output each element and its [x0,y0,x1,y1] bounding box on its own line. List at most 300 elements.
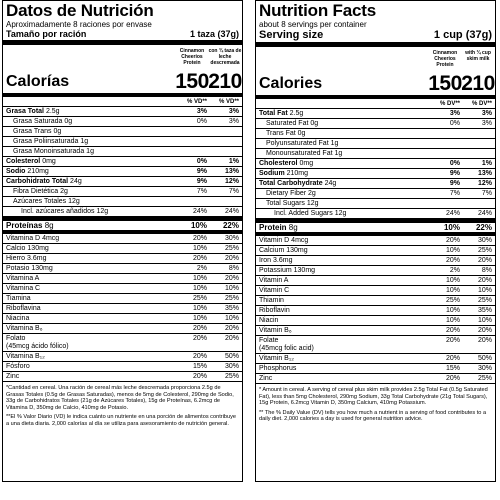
daily-value-header [256,99,495,109]
daily-value-cereal: 20% [192,335,207,342]
nutrient-row [3,207,242,217]
daily-value-cereal: 3% [196,108,207,115]
column-cereal [429,47,461,95]
nutrient-amount: 0mg [299,160,314,167]
daily-value-cereal: 10% [445,287,460,294]
nutrient-name: Calcium [259,247,285,254]
nutrient-name: Zinc [259,375,273,382]
nutrient-row [3,274,242,284]
nutrient-name: Tiamina [6,295,31,302]
nutrient-label [256,149,431,158]
nutrient-row [3,314,242,324]
nutrient-amount: 130mg [286,247,308,254]
nutrient-row [3,244,242,254]
daily-value-with-milk: 3% [481,120,492,127]
daily-value-cereal: 25% [192,295,207,302]
nutrient-label [256,296,431,305]
daily-value-with-milk: 20% [224,335,239,342]
nutrient-label [3,157,178,166]
nutrient-name: Vitamin C [259,287,290,294]
daily-value-cereal: 15% [445,365,460,372]
nutrition-panel-english [255,0,496,482]
nutrient-row [3,157,242,167]
nutrient-label [3,362,178,371]
daily-value-cereal: 20% [445,355,460,362]
nutrient-amount: 0g [53,128,62,135]
nutrient-label [256,109,431,118]
nutrient-name: Grasa Monoinsaturada [13,148,85,155]
daily-value-cereal: 15% [192,363,207,370]
nutrient-name: Saturated Fat [266,120,309,127]
nutrient-label [256,189,431,198]
nutrient-name: Vitamin B₁₂ [259,355,294,362]
nutrient-row [3,147,242,157]
footnote-amount: * Amount in cereal. A serving of cereal plus skim milk provides 2.5g Total Fat (0.5g Saturated Fat), less than 5mg Cholesterol, 290mg Sodium, 33g Total Carbohydrate (21g Total Sugars), 15g Protein, 6.2mcg Vitamin D, 350mg Calcium, 410mg Potassium. [259,387,488,407]
daily-value-with-milk: 20% [224,325,239,332]
daily-value-header-milk: % VD** [218,99,239,105]
daily-value-cereal: 20% [445,257,460,264]
daily-value-cereal: 20% [192,235,207,242]
nutrient-label [256,266,431,275]
daily-value-cereal: 10% [445,317,460,324]
daily-value-cereal: 20% [445,237,460,244]
nutrient-name: Iron [259,257,272,264]
nutrient-name: Vitamin D [259,237,290,244]
nutrient-row [3,137,242,147]
nutrient-amount: 12g [96,208,109,215]
daily-value-with-milk: 3% [228,108,239,115]
nutrition-panel-spanish [2,0,243,482]
nutrient-label [256,316,431,325]
daily-value-cereal: 20% [445,327,460,334]
nutrient-name: Carbohidrato Total [6,178,69,185]
nutrient-label [256,354,431,363]
nutrient-label [256,169,431,178]
daily-value-cereal: 0% [196,118,207,125]
daily-value-cereal: 24% [192,208,207,215]
nutrient-row [256,286,495,296]
nutrient-name: Vitamina B₆ [6,325,43,332]
nutrient-name: Azúcares Totales [13,198,67,205]
nutrient-name: Niacin [259,317,279,324]
nutrient-row [256,169,495,179]
daily-value-cereal: 10% [192,245,207,252]
nutrient-row [256,374,495,384]
nutrient-label [3,137,178,146]
nutrient-row [3,177,242,187]
nutrient-row [256,159,495,169]
footnotes [256,384,495,423]
daily-value-with-milk: 50% [224,353,239,360]
nutrient-amount: 12g [68,198,80,205]
calories-header [3,45,242,97]
nutrient-row [256,189,495,199]
nutrient-label [256,364,431,373]
daily-value-cereal: 10% [443,223,460,232]
nutrient-amount: 2.5g [45,108,60,115]
nutrient-label [3,221,178,230]
panel-title: Datos de Nutrición [6,1,154,20]
daily-value-cereal: 10% [192,275,207,282]
nutrient-name: Vitamin A [259,277,289,284]
daily-value-cereal: 10% [192,285,207,292]
nutrient-row [256,316,495,326]
daily-value-cereal: 2% [196,265,207,272]
daily-value-with-milk: 12% [224,178,239,185]
nutrient-name: Incl. Added Sugars [274,210,333,217]
nutrient-label [256,336,431,353]
daily-value-with-milk: 22% [475,223,492,232]
daily-value-with-milk: 22% [222,221,239,230]
nutrient-label [256,119,431,128]
nutrient-name: Niacina [6,315,30,322]
calories-cereal: 150 [175,70,209,93]
daily-value-cereal: 20% [192,325,207,332]
daily-value-with-milk: 13% [477,170,492,177]
nutrient-name: Calcio [6,245,26,252]
nutrient-name: Sodio [6,168,26,175]
daily-value-with-milk: 20% [477,327,492,334]
calories-cereal: 150 [428,72,462,95]
nutrient-label [3,197,178,206]
daily-value-with-milk: 25% [477,375,492,382]
nutrient-amount: 2.5g [289,110,304,117]
nutrient-amount: (45mcg folic acid) [259,345,314,352]
column-cereal [176,45,208,93]
nutrient-label [3,167,178,176]
nutrient-name: Folato [6,335,26,342]
nutrient-amount: 1g [86,148,94,155]
nutrient-amount: 12g [306,200,319,207]
daily-value-with-milk: 12% [477,180,492,187]
daily-value-cereal: 3% [449,110,460,117]
nutrient-row [3,372,242,382]
daily-value-cereal: 0% [449,120,460,127]
nutrient-row [256,199,495,209]
nutrient-row [256,256,495,266]
nutrient-name: Grasa Saturada [13,118,63,125]
servings-per-container: Aproximadamente 8 raciones por envase [6,20,152,29]
nutrient-amount: 8g [288,223,298,232]
nutrient-row [256,354,495,364]
daily-value-cereal: 10% [445,277,460,284]
daily-value-with-milk: 1% [228,158,239,165]
nutrient-name: Vitamina C [6,285,41,292]
nutrient-amount: 24g [70,178,82,185]
nutrient-row [3,294,242,304]
footnote-daily-value: **El % Valor Diario (VD) le indica cuánto un nutriente en una porción de alimentos contribuye a una dieta diaria. 2,000 calorías al día se utiliza para asesoramiento de nutrición general. [6,414,236,427]
daily-value-with-milk: 10% [224,315,239,322]
nutrient-row [3,127,242,137]
nutrient-row [256,179,495,189]
daily-value-cereal: 20% [192,373,207,380]
nutrient-rows [3,107,242,382]
serving-size-value: 1 taza (37g) [189,29,239,39]
daily-value-with-milk: 20% [477,277,492,284]
nutrient-amount: 4mcg [291,237,309,244]
nutrient-label [3,334,178,351]
nutrient-amount: 12g [334,210,347,217]
nutrient-label [3,274,178,283]
nutrient-label [256,286,431,295]
daily-value-cereal: 10% [192,315,207,322]
nutrient-label [256,159,431,168]
nutrient-label [3,294,178,303]
column-with-milk [208,45,242,93]
daily-value-with-milk: 20% [224,255,239,262]
nutrient-amount: 210mg [286,170,309,177]
nutrient-row [3,187,242,197]
nutrient-name: Trans Fat [266,130,296,137]
daily-value-cereal: 10% [190,221,207,230]
daily-value-with-milk: 30% [224,235,239,242]
nutrient-amount: 130mg [27,245,49,252]
nutrient-row [3,304,242,314]
calories-label: Calorías [6,73,70,90]
serving-size-label: Tamaño por ración [6,29,87,39]
daily-value-with-milk: 20% [224,275,239,282]
nutrient-label [256,326,431,335]
nutrient-amount: 8g [44,221,54,230]
nutrient-amount: 3.6mg [27,255,47,262]
daily-value-with-milk: 20% [477,257,492,264]
nutrient-row [3,352,242,362]
nutrient-row [256,246,495,256]
daily-value-with-milk: 35% [477,307,492,314]
serving-size [3,29,242,45]
nutrient-name: Riboflavin [259,307,290,314]
nutrient-label [256,199,431,208]
nutrient-label [3,254,178,263]
daily-value-with-milk: 25% [224,295,239,302]
nutrient-label [3,117,178,126]
nutrient-label [3,127,178,136]
nutrient-row [3,334,242,352]
daily-value-cereal: 20% [445,375,460,382]
daily-value-cereal: 7% [196,188,207,195]
nutrient-label [256,129,431,138]
daily-value-with-milk: 7% [228,188,239,195]
nutrient-row [256,364,495,374]
daily-value-cereal: 10% [445,307,460,314]
nutrient-row [256,276,495,286]
nutrient-name: Vitamina B₁₂ [6,353,45,360]
nutrient-amount: 0g [64,118,73,125]
nutrient-name: Cholesterol [259,160,298,167]
daily-value-with-milk: 30% [477,237,492,244]
nutrient-name: Colesterol [6,158,41,165]
nutrient-row [256,109,495,119]
nutrient-label [3,147,178,156]
nutrient-name: Proteínas [6,221,43,230]
nutrient-row [3,362,242,372]
nutrient-name: Grasa Total [6,108,44,115]
nutrient-row [3,197,242,207]
daily-value-with-milk: 30% [477,365,492,372]
nutrient-label [3,187,178,196]
nutrient-name: Potassium [259,267,292,274]
nutrient-label [256,306,431,315]
nutrient-name: Incl. azúcares añadidos [21,208,95,215]
nutrient-name: Dietary Fiber [266,190,307,197]
nutrient-row [3,117,242,127]
footnote-daily-value: ** The % Daily Value (DV) tells you how much a nutrient in a serving of food contributes to a daily diet. 2,000 calories a day is used for general nutrition advice. [259,409,487,423]
nutrient-label [256,236,431,245]
serving-size-value: 1 cup (37g) [433,29,492,41]
nutrient-name: Fósforo [6,363,30,370]
daily-value-with-milk: 10% [477,287,492,294]
daily-value-cereal: 20% [192,353,207,360]
daily-value-cereal: 20% [445,337,460,344]
serving-size [256,29,495,47]
daily-value-cereal: 9% [449,170,460,177]
nutrient-row [3,264,242,274]
daily-value-with-milk: 1% [481,160,492,167]
nutrient-amount: 130mg [293,267,316,274]
daily-value-with-milk: 13% [224,168,239,175]
daily-value-header [3,97,242,107]
column-with-milk-header: with ¾ cup skim milk [465,50,491,62]
nutrient-row [256,326,495,336]
nutrient-label [3,324,178,333]
nutrient-row [3,107,242,117]
nutrient-amount: 3.6mg [273,257,293,264]
nutrient-name: Vitamina D [6,235,41,242]
column-cereal-header: Cinnamon Cheerios Protein [179,48,205,66]
nutrient-amount: 1g [330,140,339,147]
daily-value-cereal: 9% [196,178,207,185]
daily-value-cereal: 25% [445,297,460,304]
nutrient-amount: 4mcg [42,235,60,242]
nutrient-row [3,284,242,294]
nutrient-name: Protein [259,223,287,232]
nutrient-amount: (45mcg ácido fólico) [6,343,69,350]
daily-value-with-milk: 10% [224,285,239,292]
calories-with-milk: 210 [461,72,495,95]
nutrient-label [256,374,431,383]
nutrient-amount: 24g [324,180,337,187]
daily-value-with-milk: 35% [224,305,239,312]
footnote-amount: *Cantidad en cereal. Una ración de cereal más leche descremada proporciona 2.5g de Grasas Totales (0.5g de Grasas Saturadas), menos de 5mg de Colesterol, 290mg de Sodio, 33g de Carbohidratos Totales (21g de Azúcares Totales), 15g de Proteínas, 6.2mcg de Vitamina D, 350mg de Calcio, 410mg de Potasio. [6,385,234,411]
nutrient-name: Vitamin B₆ [259,327,292,334]
nutrient-label [256,223,431,232]
daily-value-with-milk: 24% [477,210,492,217]
footnotes [3,382,242,428]
nutrient-label [3,314,178,323]
nutrient-amount: 210mg [27,168,49,175]
nutrient-row [256,219,495,236]
nutrient-row [3,324,242,334]
nutrient-amount: 2g [308,190,316,197]
daily-value-header-cereal: % VD** [186,99,207,105]
nutrient-amount: 0mg [42,158,56,165]
column-with-milk-header: con ¾ taza de leche descremada [208,48,242,66]
daily-value-with-milk: 30% [224,363,239,370]
nutrient-row [256,306,495,316]
nutrient-amount: 1g [80,138,89,145]
serving-size-label: Serving size [259,29,324,41]
daily-value-with-milk: 24% [224,208,239,215]
nutrient-name: Polyunsaturated Fat [266,140,329,147]
nutrient-label [3,207,178,216]
nutrient-row [256,139,495,149]
daily-value-with-milk: 3% [228,118,239,125]
daily-value-with-milk: 25% [477,297,492,304]
nutrient-row [3,217,242,234]
nutrient-name: Zinc [6,373,20,380]
nutrient-label [3,284,178,293]
daily-value-cereal: 10% [445,247,460,254]
nutrient-label [256,246,431,255]
daily-value-cereal: 9% [196,168,207,175]
nutrient-name: Thiamin [259,297,284,304]
nutrient-amount: 2g [60,188,68,195]
nutrient-row [256,209,495,219]
column-cereal-header: Cinnamon Cheerios Protein [432,50,458,68]
nutrient-label [3,372,178,381]
daily-value-cereal: 0% [449,160,460,167]
daily-value-cereal: 20% [192,255,207,262]
daily-value-cereal: 2% [449,267,460,274]
daily-value-cereal: 9% [449,180,460,187]
nutrient-label [3,177,178,186]
nutrient-label [3,234,178,243]
nutrient-row [3,254,242,264]
nutrient-name: Monounsaturated Fat [266,150,333,157]
servings-per-container: about 8 servings per container [259,20,367,29]
daily-value-cereal: 7% [449,190,460,197]
nutrient-name: Total Carbohydrate [259,180,323,187]
nutrient-name: Sodium [259,170,285,177]
daily-value-with-milk: 8% [228,265,239,272]
daily-value-with-milk: 25% [477,247,492,254]
daily-value-with-milk: 50% [477,355,492,362]
calories-with-milk: 210 [208,70,242,93]
nutrient-rows [256,109,495,384]
nutrient-row [256,296,495,306]
daily-value-with-milk: 10% [477,317,492,324]
nutrient-amount: 1g [334,150,343,157]
nutrient-row [256,236,495,246]
nutrient-label [256,256,431,265]
nutrient-name: Grasa Poliinsaturada [13,138,79,145]
nutrient-row [256,266,495,276]
nutrient-row [256,119,495,129]
daily-value-cereal: 24% [445,210,460,217]
nutrient-label [3,352,178,361]
nutrient-name: Fibra Dietética [13,188,59,195]
column-with-milk [461,47,495,95]
nutrient-amount: 0g [310,120,319,127]
daily-value-with-milk: 20% [477,337,492,344]
daily-value-cereal: 0% [196,158,207,165]
nutrient-name: Riboflavina [6,305,41,312]
daily-value-with-milk: 25% [224,373,239,380]
nutrient-row [256,149,495,159]
nutrient-name: Potasio [6,265,30,272]
daily-value-with-milk: 7% [481,190,492,197]
nutrient-label [256,209,431,218]
nutrient-label [3,244,178,253]
nutrient-name: Phosphorus [259,365,297,372]
nutrient-name: Folate [259,337,279,344]
nutrient-row [3,234,242,244]
nutrient-label [3,304,178,313]
nutrient-row [256,129,495,139]
nutrient-label [3,264,178,273]
daily-value-header-cereal: % DV** [439,101,460,107]
nutrient-row [256,336,495,354]
